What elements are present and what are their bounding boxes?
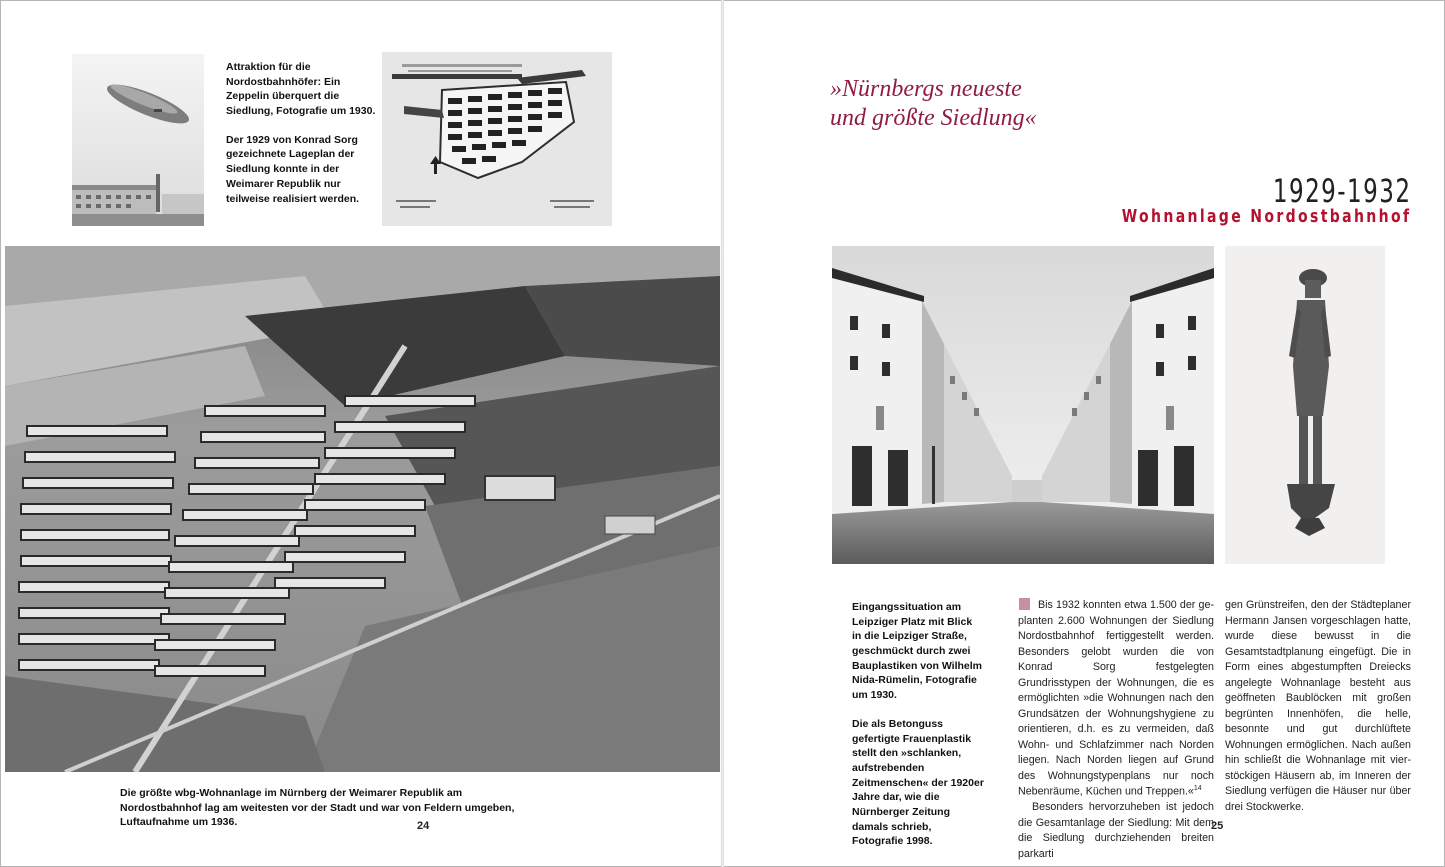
site-plan-drawing <box>382 52 612 226</box>
book-gutter <box>721 0 724 867</box>
page-quote <box>830 75 1230 133</box>
page-number-left: 24 <box>417 820 430 832</box>
street-caption: Eingangssituation am Leipziger Platz mit Blick in die Leipziger Straße, geschmückt durch zwei Bauplastiken von Wilhelm Nida-Rümelin, Fotografie um 1930. Die als Betonguss gefertigte Frauenplastik stellt den »schlanken, aufstrebenden Zeitmenschen« der 1920er Jahre dar, wie die Nürnberger Zeitung damals schrieb, Fotografie 1998. <box>852 601 984 848</box>
footnote-marker: 14 <box>1193 785 1202 793</box>
body-column-1 <box>1018 598 1214 862</box>
body-paragraph-2: Besonders hervorzuheben ist jedoch die Gesamtanlage der Siedlung: Mit dem die Siedlung durchziehenden breiten parkarti <box>1018 801 1214 860</box>
zeppelin-caption: Attraktion für die Nordostbahnhöfer: Ein Zeppelin überquert die Siedlung, Fotografie um 1930. Der 1929 von Konrad Sorg gezeichnete Lageplan der Siedlung konnte in der Weimarer Republik nur teilweise realisiert werden. <box>226 61 376 205</box>
sculpture-photo <box>1225 246 1385 564</box>
aerial-photo <box>5 246 720 772</box>
body-paragraph-1: Bis 1932 konnten etwa 1.500 der geplanten 2.600 Wohnungen der Siedlung Nordostbahnhof fertiggestellt werden. Besonders gelobt wurden die von Konrad Sorg festgelegten Grundrisstypen der Wohnungen, die es ermöglichten »die Wohnungen nach den Grundsätzen der Wohnungshygiene zu orientieren, d.h. es zu vermeiden, daß Wohn- und Schlafzimmer nach Norden liegen. Nach Norden liegen auf Grund des Wohnungstypenplans nur noch Nebenräume, Küchen und Treppen.«$^{14}$ <box>1018 599 1214 798</box>
section-subtitle: Wohnanlage Nordostbahnhof <box>1121 206 1411 227</box>
body-column-2: gen Grünstreifen, den der Städteplaner Hermann Jansen vorgeschlagen hatte, wurde diese bewusst in die Gesamtstadtplanung eingefügt. Die in Form eines abgestumpften Dreiecks angelegte Wohnanlage besteht aus geöffneten Baublöcken mit großen begrünten Innenhöfen, die helle, besonnte und gut durchlüftete Wohnungen ermöglichen. Nach außen hin schließt die Wohnanlage mit vierstöckigen Häusern ab, im Inneren der Siedlung verfügen die Häuser nur über drei Stockwerke. <box>1225 599 1411 813</box>
aerial-caption: Die größte wbg-Wohnanlage im Nürnberg der Weimarer Republik am Nordostbahnhof lag am weitesten vor der Stadt und war von Feldern umgeben, Luftaufnahme um 1936. <box>120 787 515 829</box>
quote-line-2: und größte Siedlung« <box>830 104 1037 131</box>
year-range: 1929-1932 <box>1272 172 1411 210</box>
page-number-right: 25 <box>1211 820 1224 832</box>
zeppelin-photo <box>72 54 204 226</box>
quote-line-1: »Nürnbergs neueste <box>830 76 1022 102</box>
street-photo <box>832 246 1214 564</box>
